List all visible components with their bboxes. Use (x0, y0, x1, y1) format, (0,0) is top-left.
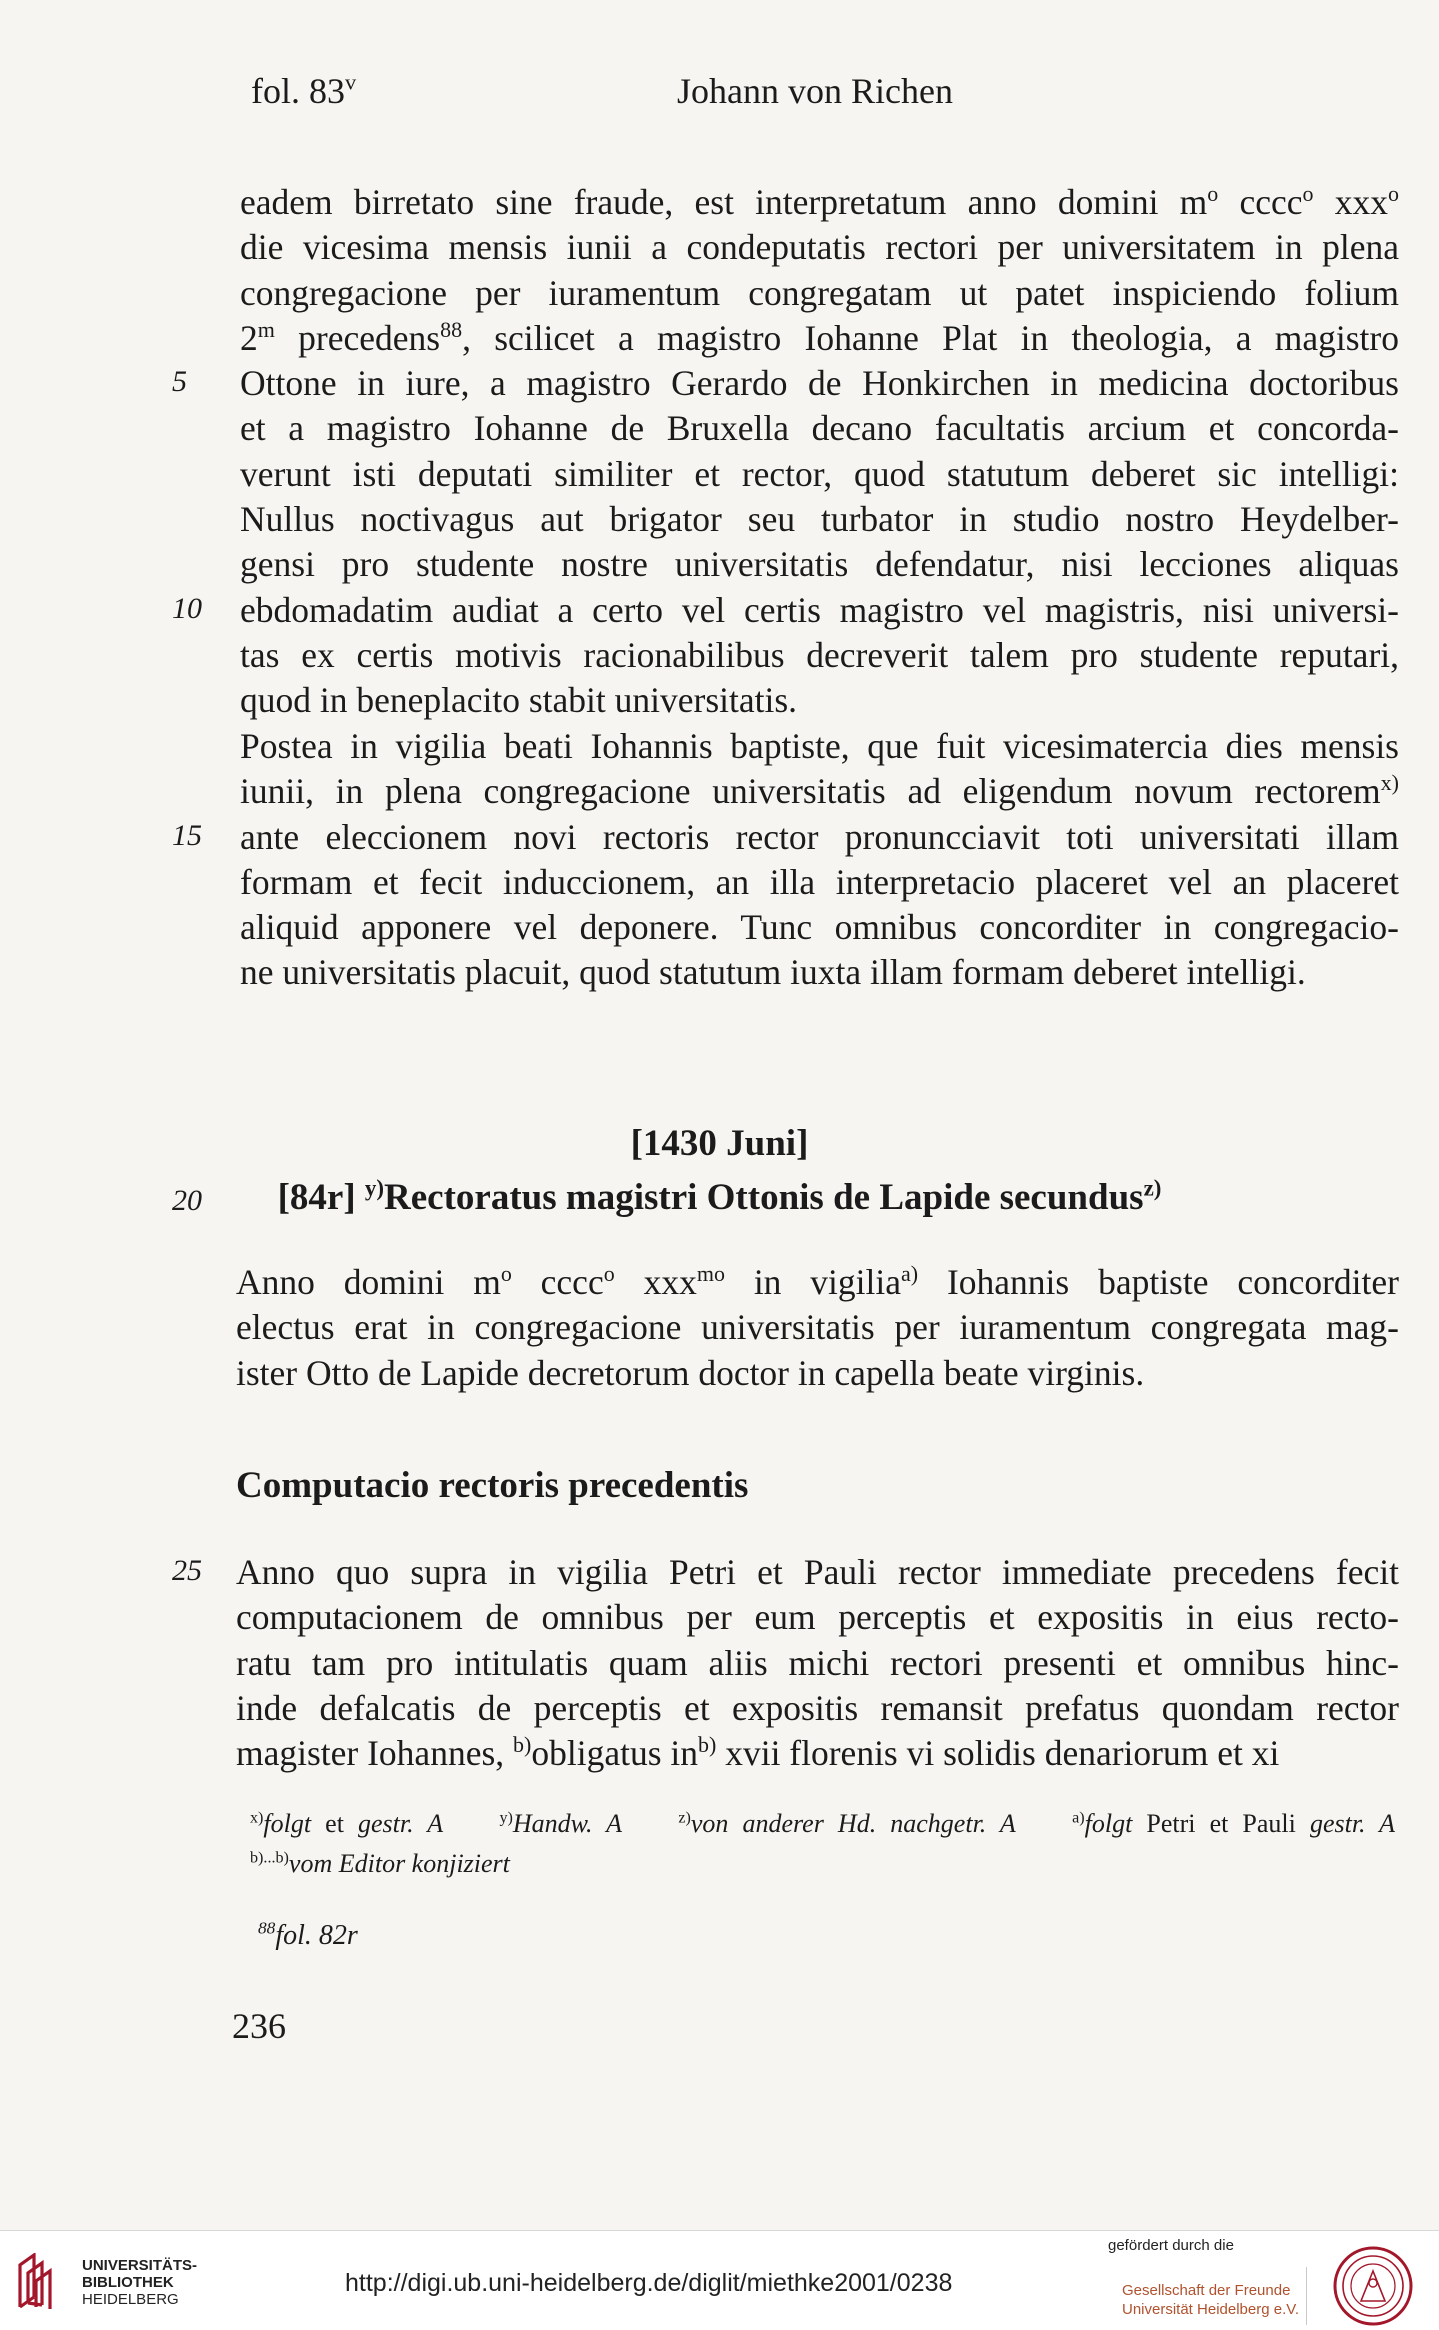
footnote-line: $^{b)...b)}$vom Editor konjiziert (250, 1849, 510, 1878)
text-line: ister Otto de Lapide decretorum doctor in capella beate virginis. (236, 1352, 1145, 1393)
paragraph-computacio (236, 1550, 1399, 1776)
text-line: formam et fecit induccionem, an illa interpretacio placeret vel an placeret (240, 861, 1399, 902)
text-line: ratu tam pro intitulatis quam aliis michi rectori presenti et omnibus hinc- (236, 1642, 1399, 1683)
text-line: aliquid apponere vel deponere. Tunc omnibus concorditer in congregacio- (240, 907, 1399, 948)
funded-by-label: gefördert durch die (1108, 2237, 1234, 2254)
permalink-url[interactable]: http://digi.ub.uni-heidelberg.de/diglit/miethke2001/0238 (345, 2269, 953, 2297)
text-line: Ottone in iure, a magistro Gerardo de Honkirchen in medicina doctoribus (240, 363, 1399, 404)
line-number: 20 (172, 1184, 202, 1217)
computacio-heading: Computacio rectoris precedentis (236, 1465, 749, 1506)
text-line: tas ex certis motivis racionabilibus decreverit talem pro studente reputari, (240, 634, 1399, 675)
footnote-line: $^{x)}$folgt et gestr. A $^{y)}$Handw. A $^{z)}$von anderer Hd. nachgetr. A $^{a)}$folgt Petri et Pauli gestr. A (250, 1809, 1396, 1838)
footnotes (250, 1804, 1395, 1884)
text-line: inde defalcatis de perceptis et expositis remansit prefatus quondam rector (236, 1687, 1399, 1728)
text-line: et a magistro Iohanne de Bruxella decano facultatis arcium et concorda- (240, 408, 1399, 449)
text-line: 2$^m$ precedens$^{88}$, scilicet a magistro Iohanne Plat in theologia, a magistro (240, 316, 1399, 358)
text-line: Nullus noctivagus aut brigator seu turbator in studio nostro Heydelber- (240, 499, 1399, 540)
folio-footnote: $^{88}$fol. 82r (258, 1918, 358, 1951)
text-line: verunt isti deputati similiter et rector, quod statutum deberet sic intelligi: (240, 453, 1399, 494)
text-line: gensi pro studente nostre universitatis defendatur, nisi lecciones aliquas (240, 544, 1399, 585)
text-line: quod in beneplacito stabit universitatis. (240, 680, 798, 721)
paragraph-election (236, 1260, 1399, 1396)
paragraph-interpretation (240, 180, 1399, 724)
library-name[interactable]: UNIVERSITÄTS- BIBLIOTHEK HEIDELBERG (82, 2257, 198, 2308)
text-line: computacionem de omnibus per eum perceptis et expositis in eius recto- (236, 1597, 1399, 1638)
university-seal-icon (1325, 2245, 1421, 2327)
text-line: die vicesima mensis iunii a condeputatis rectori per universitatem in plena (240, 227, 1399, 268)
text-line: eadem birretato sine fraude, est interpretatum anno domini $m^o$ cccc$^o$ xxx$^o$ (240, 180, 1400, 222)
text-line: ante eleccionem novi rectoris rector pronuncciavit toti universitati illam (240, 816, 1399, 857)
page-number: 236 (232, 2006, 286, 2046)
text-line: ebdomadatim audiat a certo vel certis magistro vel magistris, nisi universi- (240, 589, 1399, 630)
text-line: electus erat in congregacione universitatis per iuramentum congregata mag- (236, 1307, 1399, 1348)
society-name[interactable]: Gesellschaft der Freunde Universität Heidelberg e.V. (1122, 2282, 1300, 2318)
text-line: Anno domini $m^o$ cccc$^o$ xxx$^{mo}$ in vigilia$^{a)}$ Iohannis baptiste concorditer (236, 1260, 1399, 1302)
line-number: 5 (172, 365, 187, 399)
date-heading: [1430 Juni] (630, 1123, 809, 1164)
running-title: Johann von Richen (677, 71, 953, 111)
library-logo-icon[interactable] (16, 2253, 68, 2309)
text-line: congregacione per iuramentum congregatam ut patet inspiciendo folium (240, 272, 1399, 313)
footer-bar (0, 2230, 1439, 2330)
line-number: 15 (172, 818, 202, 852)
text-line: ne universitatis placuit, quod statutum iuxta illam formam deberet intelligi. (240, 952, 1306, 993)
text-line: Anno quo supra in vigilia Petri et Pauli rector immediate precedens fecit (236, 1552, 1399, 1592)
paragraph-vigilia (240, 724, 1399, 996)
line-number: 10 (172, 591, 202, 625)
rector-heading: [84r] $^{y)}$Rectoratus magistri Ottonis de Lapide secundus$^{z)}$ (277, 1175, 1162, 1218)
line-number: 25 (172, 1554, 202, 1587)
text-line: Postea in vigilia beati Iohannis baptiste, que fuit vicesimatercia dies mensis (240, 726, 1399, 766)
text-line: iunii, in plena congregacione universitatis ad eligendum novum rectorem$^{x)}$ (240, 770, 1399, 812)
text-line: magister Iohannes, $^{b)}$obligatus $in^{b)}$ xvii florenis vi solidis denariorum et xi (236, 1731, 1280, 1774)
folio-label: fol. 83$^v$ (251, 69, 357, 111)
footer-divider (1306, 2267, 1307, 2325)
